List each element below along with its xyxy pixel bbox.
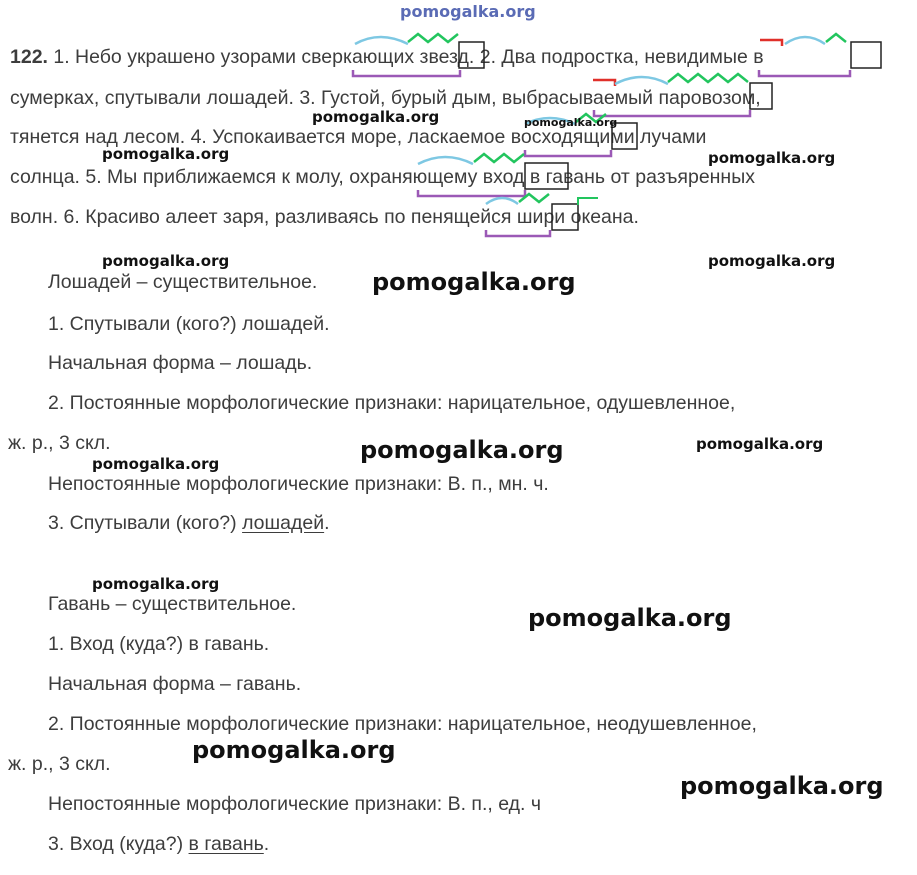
watermark: pomogalka.org <box>102 145 230 163</box>
suffix-mark <box>668 74 748 82</box>
role-word: в гавань <box>188 833 264 855</box>
ending-box-mark <box>851 42 881 68</box>
base-mark <box>525 150 611 156</box>
root-arc-mark <box>486 198 518 204</box>
exercise-text-1: 1. Небо украшено узорами сверкающих звезд. 2. Два подростка, невидимые в <box>53 46 764 68</box>
base-mark <box>759 70 850 76</box>
analysis2-title: Гавань – существительное. <box>48 593 297 615</box>
base-mark <box>418 190 525 196</box>
analysis2-nonconstant-features: Непостоянные морфологические признаки: В. п., ед. ч <box>48 793 542 815</box>
analysis2-syntactic-role <box>48 832 269 856</box>
watermark: pomogalka.org <box>92 575 220 593</box>
root-arc-mark <box>418 157 473 164</box>
morpheme-marks <box>0 0 917 240</box>
exercise-line-1 <box>10 45 764 69</box>
watermark: pomogalka.org <box>192 736 396 764</box>
exercise-number: 122. <box>10 46 48 68</box>
analysis1-nonconstant-features: Непостоянные морфологические признаки: В. п., мн. ч. <box>48 473 549 495</box>
role-word: лошадей <box>242 512 325 534</box>
watermark: pomogalka.org <box>524 116 618 129</box>
role-prefix: 3. Спутывали (кого?) <box>48 512 243 534</box>
role-suffix: . <box>263 833 270 855</box>
suffix-mark <box>519 194 549 202</box>
analysis2-constant-features: 2. Постоянные морфологические признаки: нарицательное, неодушевленное, <box>48 713 757 735</box>
watermark-top: pomogalka.org <box>400 2 536 21</box>
analysis1-syntactic-role <box>48 511 330 535</box>
watermark: pomogalka.org <box>696 435 824 453</box>
analysis1-constant-features-cont: ж. р., 3 скл. <box>8 432 111 454</box>
exercise-line-4: солнца. 5. Мы приближаемся к молу, охраняющему вход в гавань от разъяренных <box>10 166 755 188</box>
suffix-mark <box>408 34 458 42</box>
watermark: pomogalka.org <box>708 252 836 270</box>
analysis1-constant-features: 2. Постоянные морфологические признаки: нарицательное, одушевленное, <box>48 392 736 414</box>
watermark: pomogalka.org <box>372 268 576 296</box>
watermark: pomogalka.org <box>92 455 220 473</box>
analysis2-constant-features-cont: ж. р., 3 скл. <box>8 753 111 775</box>
suffix-mark <box>474 154 524 162</box>
root-arc-mark <box>615 77 668 84</box>
watermark: pomogalka.org <box>312 108 440 126</box>
root-arc-mark <box>355 37 408 44</box>
role-suffix: . <box>324 512 330 534</box>
watermark: pomogalka.org <box>680 772 884 800</box>
watermark: pomogalka.org <box>360 436 564 464</box>
analysis1-initial-form: Начальная форма – лошадь. <box>48 352 313 374</box>
base-mark <box>594 110 750 116</box>
suffix-mark <box>826 34 846 42</box>
root-arc-mark <box>785 37 825 44</box>
watermark: pomogalka.org <box>528 604 732 632</box>
analysis2-initial-form: Начальная форма – гавань. <box>48 673 302 695</box>
base-mark <box>353 70 460 76</box>
postfix-mark <box>578 198 598 205</box>
base-mark <box>486 230 550 236</box>
analysis2-question: 1. Вход (куда?) в гавань. <box>48 633 270 655</box>
role-prefix: 3. Вход (куда?) <box>48 833 189 855</box>
exercise-line-2: сумерках, спутывали лошадей. 3. Густой, бурый дым, выбрасываемый паровозом, <box>10 87 761 109</box>
analysis1-question: 1. Спутывали (кого?) лошадей. <box>48 313 330 335</box>
watermark: pomogalka.org <box>708 149 836 167</box>
watermark: pomogalka.org <box>102 252 230 270</box>
analysis1-title: Лошадей – существительное. <box>48 271 318 293</box>
exercise-line-3: тянется над лесом. 4. Успокаивается море, ласкаемое восходящими лучами <box>10 126 707 148</box>
exercise-line-5: волн. 6. Красиво алеет заря, разливаясь по пенящейся шири океана. <box>10 206 639 228</box>
